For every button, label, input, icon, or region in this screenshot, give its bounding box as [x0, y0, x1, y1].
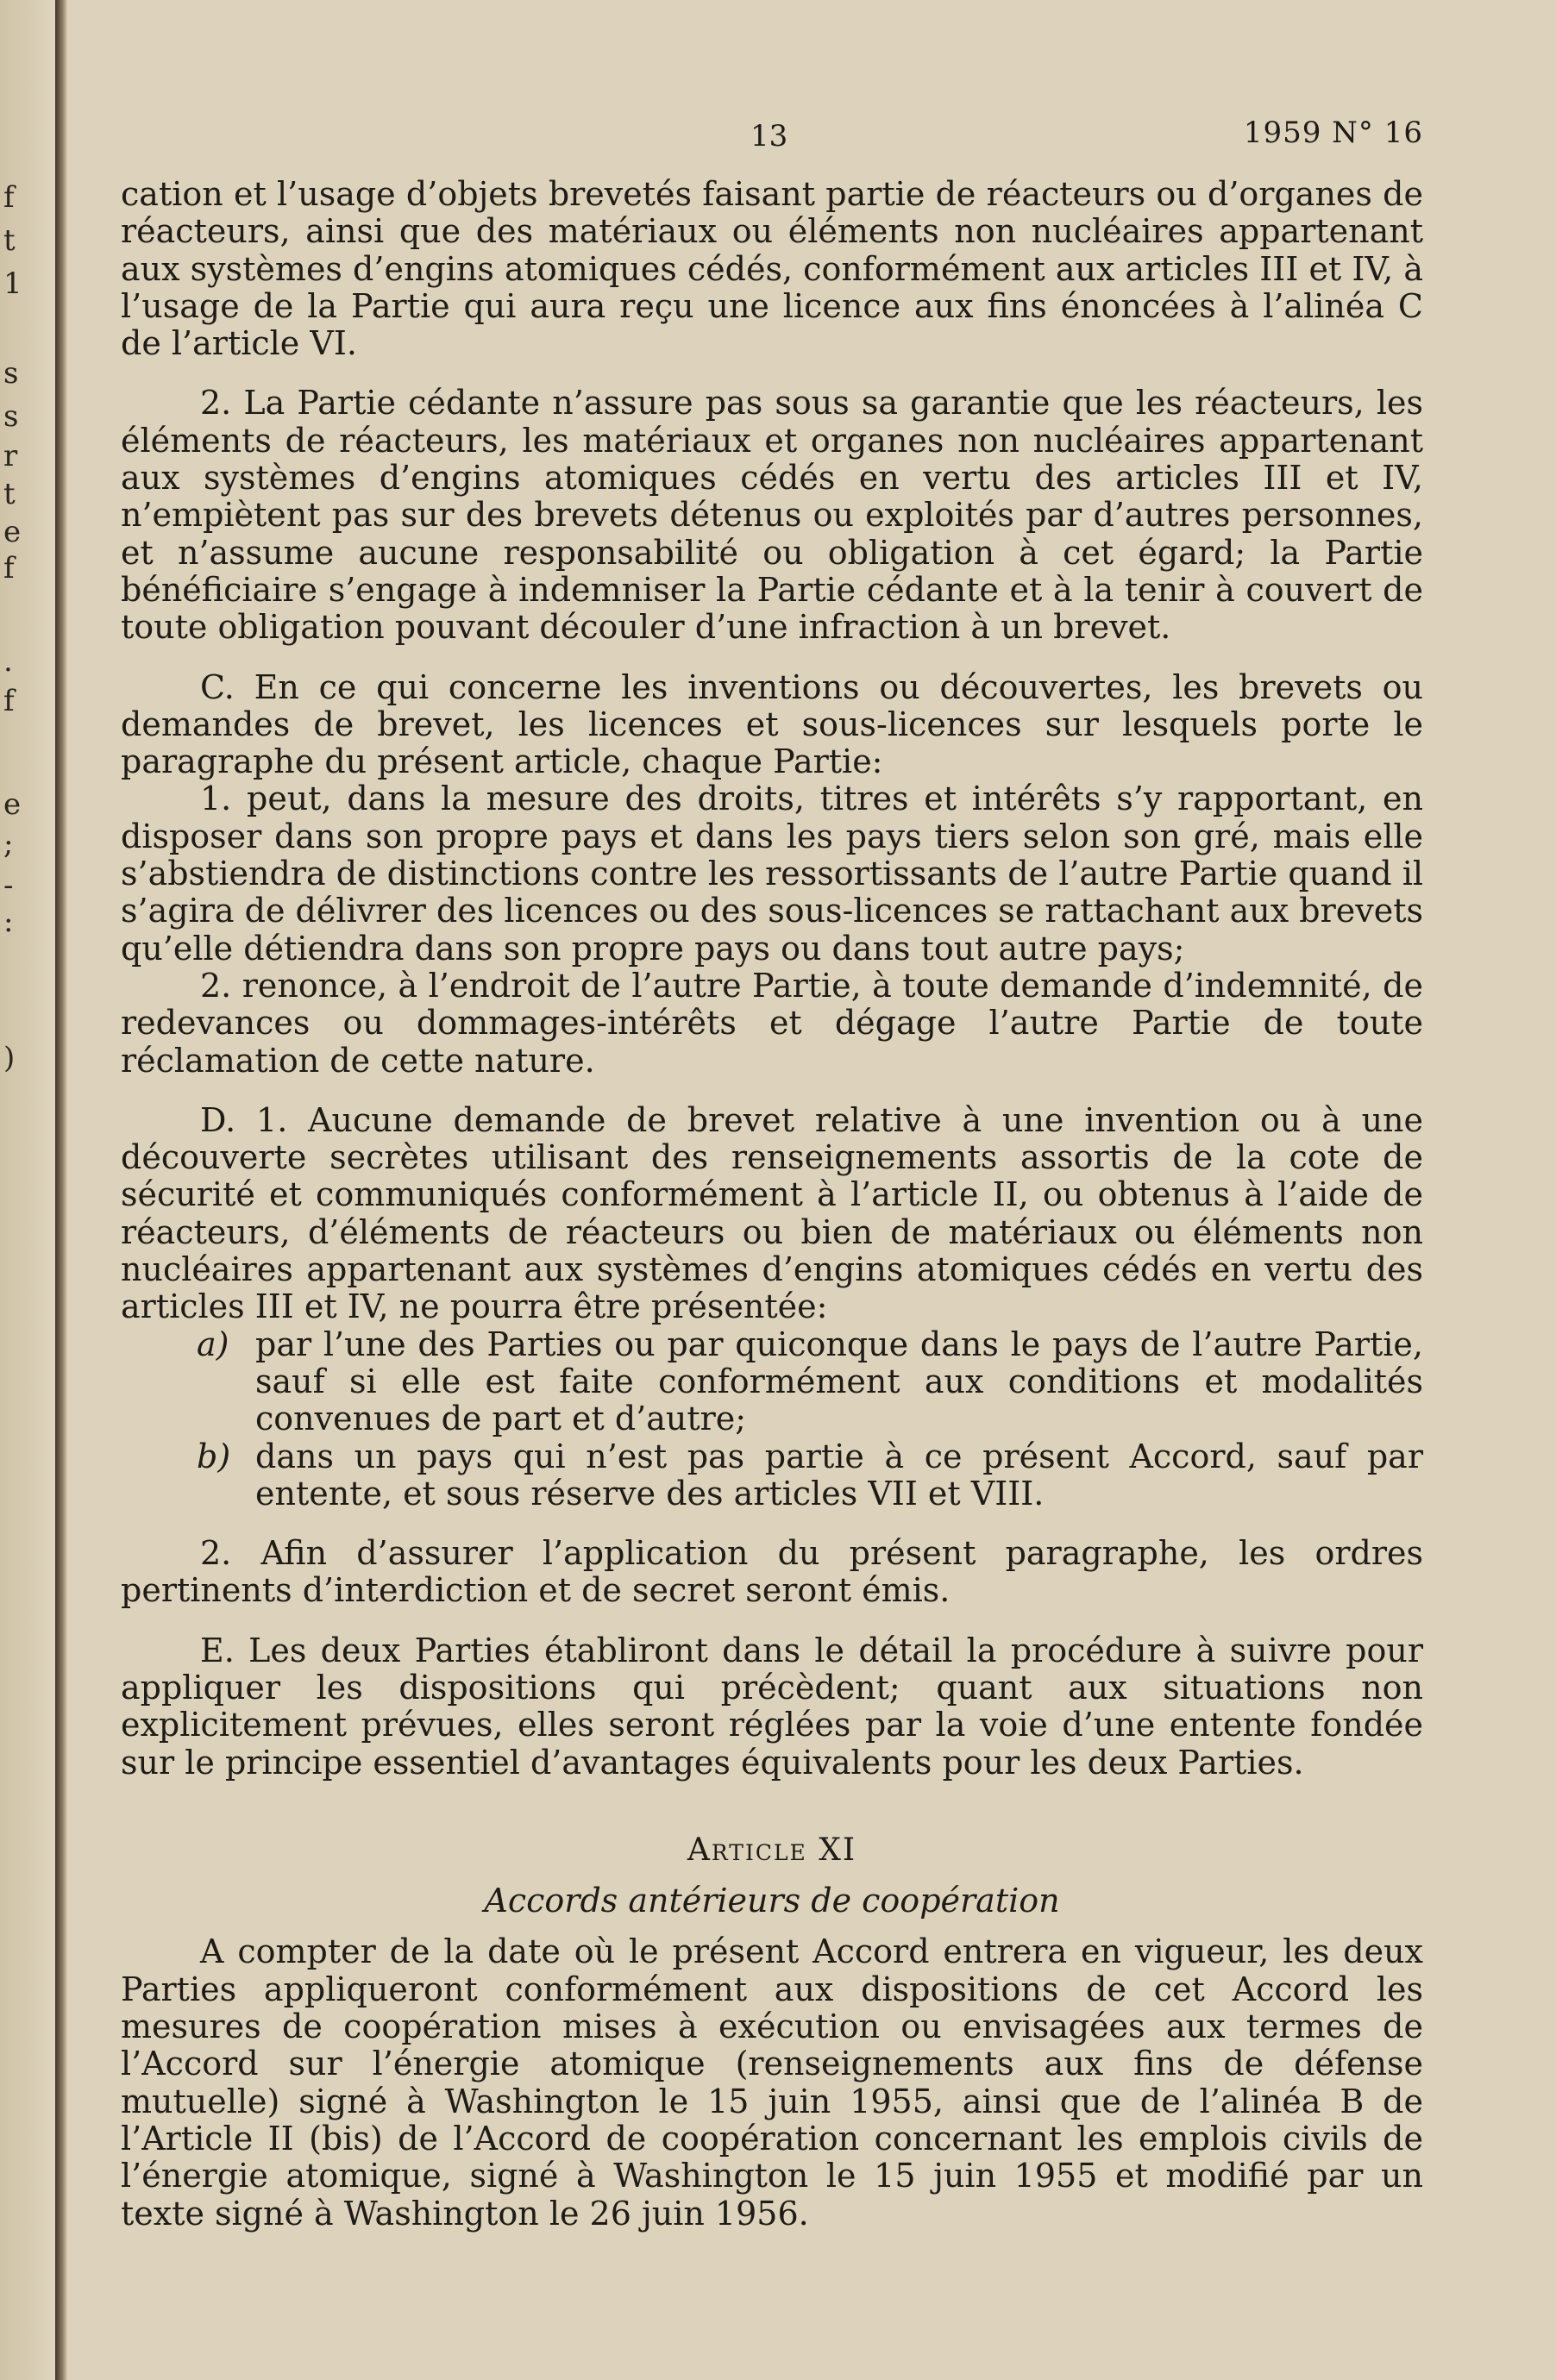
paragraph-d-2: 2. Afin d’assurer l’application du présent paragraphe, les ordres pertinents d’interdiction et de secret seront émis.: [121, 1534, 1423, 1610]
margin-fragment: e: [3, 787, 22, 822]
margin-fragment: -: [3, 868, 14, 903]
list-item-text: par l’une des Parties ou par quiconque dans le pays de l’autre Partie, sauf si elle est faite conformément aux conditions et modalités convenues de part et d’autre;: [255, 1325, 1423, 1438]
article-heading: Article XI: [687, 1832, 857, 1868]
page-number: 13: [750, 119, 788, 153]
book-gutter: [55, 0, 67, 2380]
margin-fragment: ): [3, 1041, 16, 1075]
margin-fragment: ;: [3, 827, 14, 861]
margin-fragment: f: [3, 551, 15, 586]
margin-fragment: s: [3, 399, 19, 434]
article-subtitle: Accords antérieurs de coopération: [484, 1882, 1060, 1920]
list-item-text: dans un pays qui n’est pas partie à ce présent Accord, sauf par entente, et sous réserve des articles VII et VIII.: [255, 1437, 1423, 1513]
paragraph-2: 2. La Partie cédante n’assure pas sous sa garantie que les réacteurs, les éléments de réacteurs, les matériaux et organes non nucléaires appartenant aux systèmes d’engins atomiques cédés en vertu des articles III et IV, n’empiètent pas sur des brevets détenus ou exploités par d’autres personnes, et n’assume aucune responsabilité ou obligation à cet égard; la Partie bénéficiaire s’engage à indemniser la Partie cédante et à la tenir à couvert de toute obligation pouvant découler d’une infraction à un brevet.: [121, 384, 1423, 647]
margin-fragment: s: [3, 356, 19, 391]
margin-fragment: f: [3, 684, 15, 718]
margin-fragment: e: [3, 515, 22, 549]
margin-fragment: :: [3, 905, 14, 939]
margin-fragment: .: [3, 644, 13, 679]
article-paragraph: A compter de la date où le présent Accord entrera en vigueur, les deux Parties appliqueront conformément aux dispositions de cet Accord les mesures de coopération mises à exécution ou envisagées aux termes de l’Accord sur l’énergie atomique (renseignements aux fins de défense mutuelle) signé à Washington le 15 juin 1955, ainsi que de l’alinéa B de l’Article II (bis) de l’Accord de coopération concernant les emplois civils de l’énergie atomique, signé à Washington le 15 juin 1955 et modifié par un texte signé à Washington le 26 juin 1956.: [121, 1932, 1423, 2233]
left-page-edge: [0, 0, 55, 2380]
list-item-a: [197, 1326, 1423, 1438]
document-page: [121, 103, 1423, 2233]
paragraph-c-1: 1. peut, dans la mesure des droits, titres et intérêts s’y rapportant, en disposer dans son propre pays et dans les pays tiers selon son gré, mais elle s’abstiendra de distinctions contre les ressortissants de l’autre Partie quand il s’agira de délivrer des licences ou des sous-licences se rattachant aux brevets qu’elle détiendra dans son propre pays ou dans tout autre pays;: [121, 780, 1423, 968]
paragraph-c-2: 2. renonce, à l’endroit de l’autre Partie, à toute demande d’indemnité, de redevances ou dommages-intérêts et dégage l’autre Partie de toute réclamation de cette nature.: [121, 966, 1423, 1080]
list-item-b: [197, 1438, 1423, 1513]
header-year-number: 1959 N° 16: [1243, 116, 1423, 150]
page-header: [121, 103, 1423, 176]
margin-fragment: 1: [3, 266, 22, 301]
body-text: [121, 176, 1423, 2233]
paragraph-d-1: D. 1. Aucune demande de brevet relative à une invention ou à une découverte secrètes utilisant des renseignements assortis de la cote de sécurité et communiqués conformément à l’article II, ou obtenus à l’aide de réacteurs, d’éléments de réacteurs ou bien de matériaux ou éléments non nucléaires appartenant aux systèmes d’engins atomiques cédés en vertu des articles III et IV, ne pourra être présentée:: [121, 1100, 1423, 1326]
paragraph-c: C. En ce qui concerne les inventions ou découvertes, les brevets ou demandes de brevet, les licences et sous-licences sur lesquels porte le paragraphe du présent article, chaque Partie:: [121, 667, 1423, 781]
list-marker: b): [197, 1437, 231, 1475]
margin-fragment: t: [3, 477, 16, 511]
margin-fragment: r: [3, 439, 18, 473]
paragraph-e: E. Les deux Parties établiront dans le détail la procédure à suivre pour appliquer les dispositions qui précèdent; quant aux situations non explicitement prévues, elles seront réglées par la voie d’une entente fondée sur le principe essentiel d’avantages équivalents pour les deux Parties.: [121, 1631, 1423, 1782]
paragraph-continuation: cation et l’usage d’objets brevetés faisant partie de réacteurs ou d’organes de réacteurs, ainsi que des matériaux ou éléments non nucléaires appartenant aux systèmes d’engins atomiques cédés, conformément aux articles III et IV, à l’usage de la Partie qui aura reçu une licence aux fins énoncées à l’alinéa C de l’article VI.: [121, 175, 1423, 363]
margin-fragment: f: [3, 180, 15, 215]
margin-fragment: t: [3, 223, 16, 258]
list-marker: a): [197, 1325, 229, 1363]
